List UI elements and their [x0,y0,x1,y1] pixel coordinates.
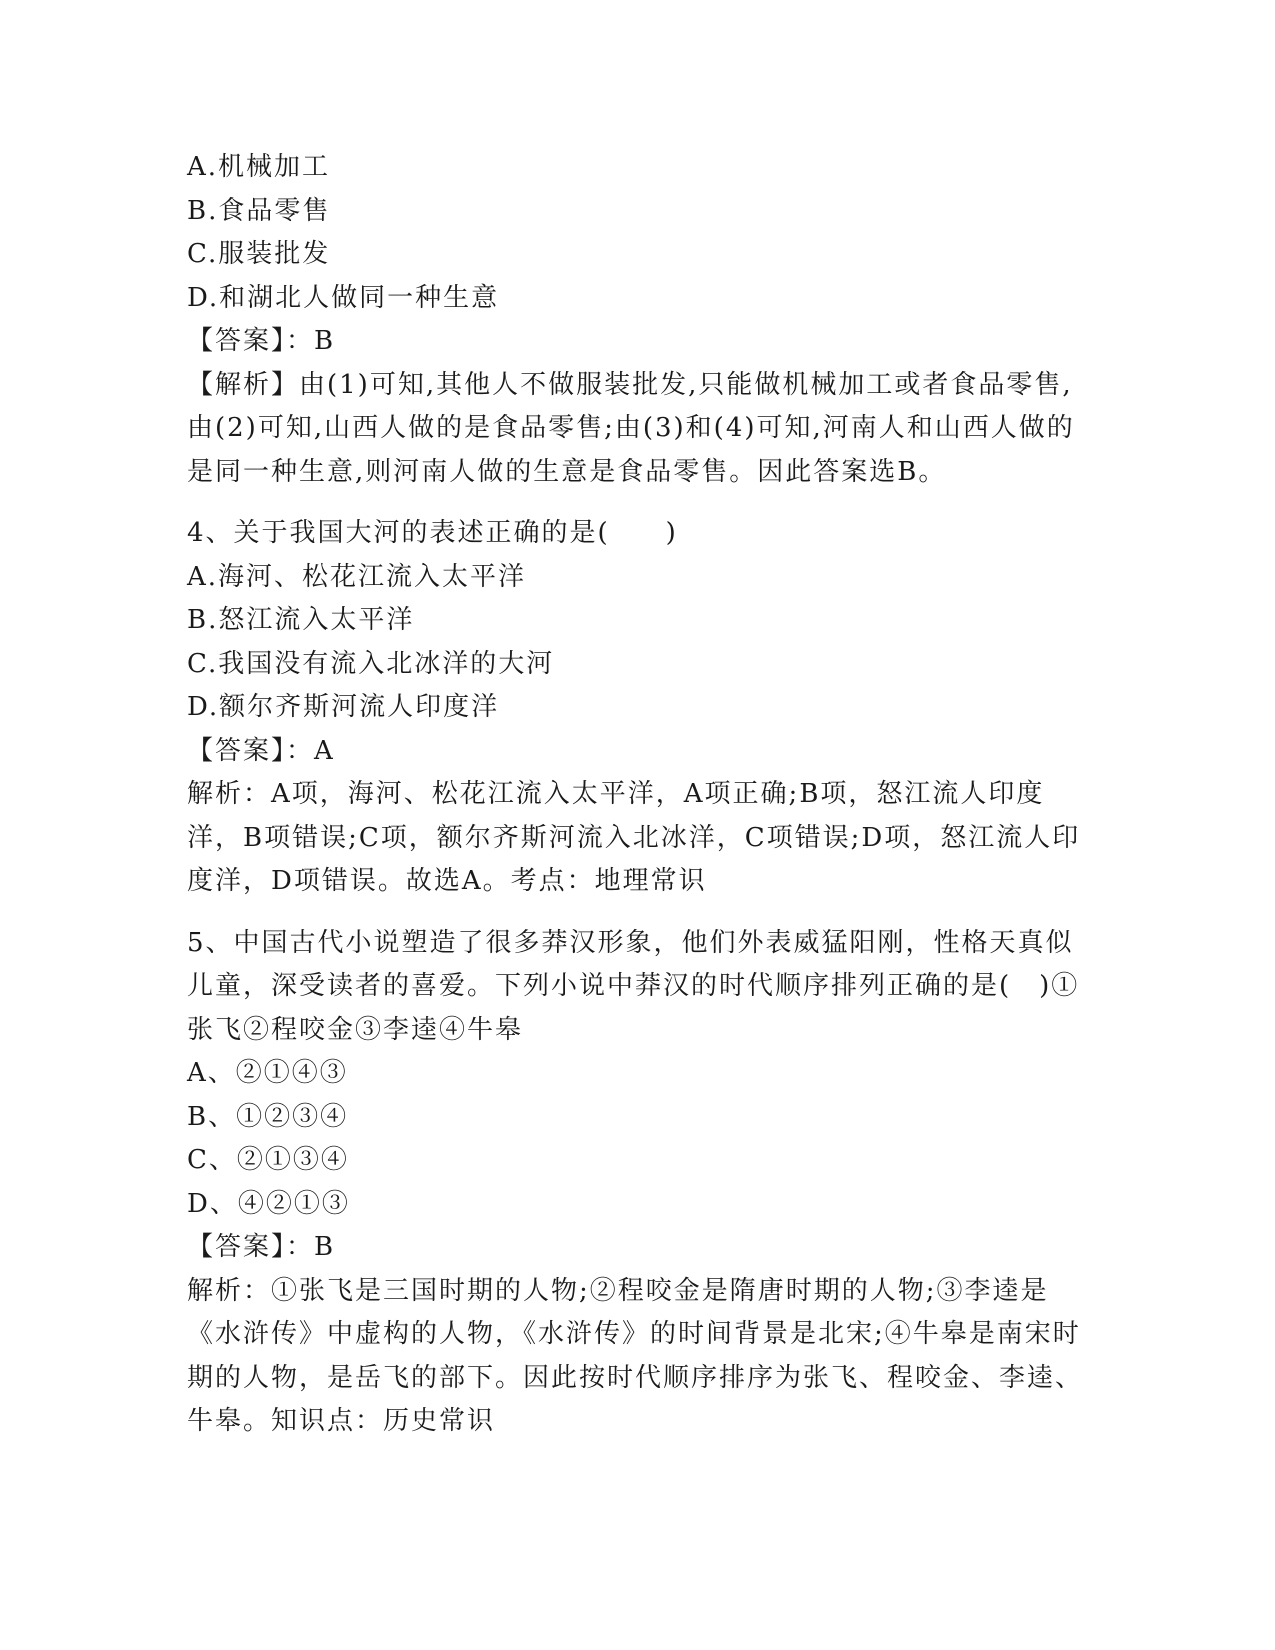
question-5 [187,922,1087,1444]
option-d: D.额尔齐斯河流人印度洋 [187,692,500,722]
answer-line: 【答案】：B [187,1232,336,1262]
answer-line: 【答案】：A [187,735,335,766]
question-stem: 4、关于我国大河的表述正确的是( ) [187,518,678,548]
option-a: A、②①④③ [187,1058,348,1088]
question-stem: 5、中国古代小说塑造了很多莽汉形象，他们外表威猛阳刚，性格天真似儿童，深受读者的喜爱。下列小说中莽汉的时代顺序排列正确的是( )①张飞②程咬金③李逵④牛皋 [187,927,1080,1045]
option-c: C、②①③④ [187,1145,349,1175]
question-3-tail [187,146,1087,494]
option-b: B、①②③④ [187,1101,349,1132]
option-a: A.海河、松花江流入太平洋 [187,561,527,592]
option-a: A.机械加工 [187,152,331,182]
option-c: C.我国没有流入北冰洋的大河 [187,648,555,679]
analysis-paragraph: 解析：A项，海河、松花江流入太平洋，A项正确;B项，怒江流人印度洋，B项错误;C项，额尔齐斯河流入北冰洋，C项错误;D项，怒江流人印度洋，D项错误。故选A。考点：地理常识 [187,779,1081,896]
option-d: D、④②①③ [187,1188,350,1219]
option-c: C.服装批发 [187,239,331,269]
document-body [187,146,1087,1444]
question-4 [187,512,1087,904]
analysis-paragraph: 【解析】由(1)可知,其他人不做服装批发,只能做机械加工或者食品零售,由(2)可知,山西人做的是食品零售;由(3)和(4)可知,河南人和山西人做的是同一种生意,则河南人做的生意是食品零售。因此答案选B。 [187,369,1075,487]
analysis-paragraph: 解析：①张飞是三国时期的人物;②程咬金是隋唐时期的人物;③李逵是《水浒传》中虚构的人物，《水浒传》的时间背景是北宋;④牛皋是南宋时期的人物，是岳飞的部下。因此按时代顺序排序为张飞、程咬金、李逵、牛皋。知识点：历史常识 [187,1275,1084,1436]
option-b: B.食品零售 [187,195,331,226]
option-d: D.和湖北人做同一种生意 [187,282,500,313]
answer-line: 【答案】：B [187,326,336,356]
option-b: B.怒江流入太平洋 [187,605,415,635]
